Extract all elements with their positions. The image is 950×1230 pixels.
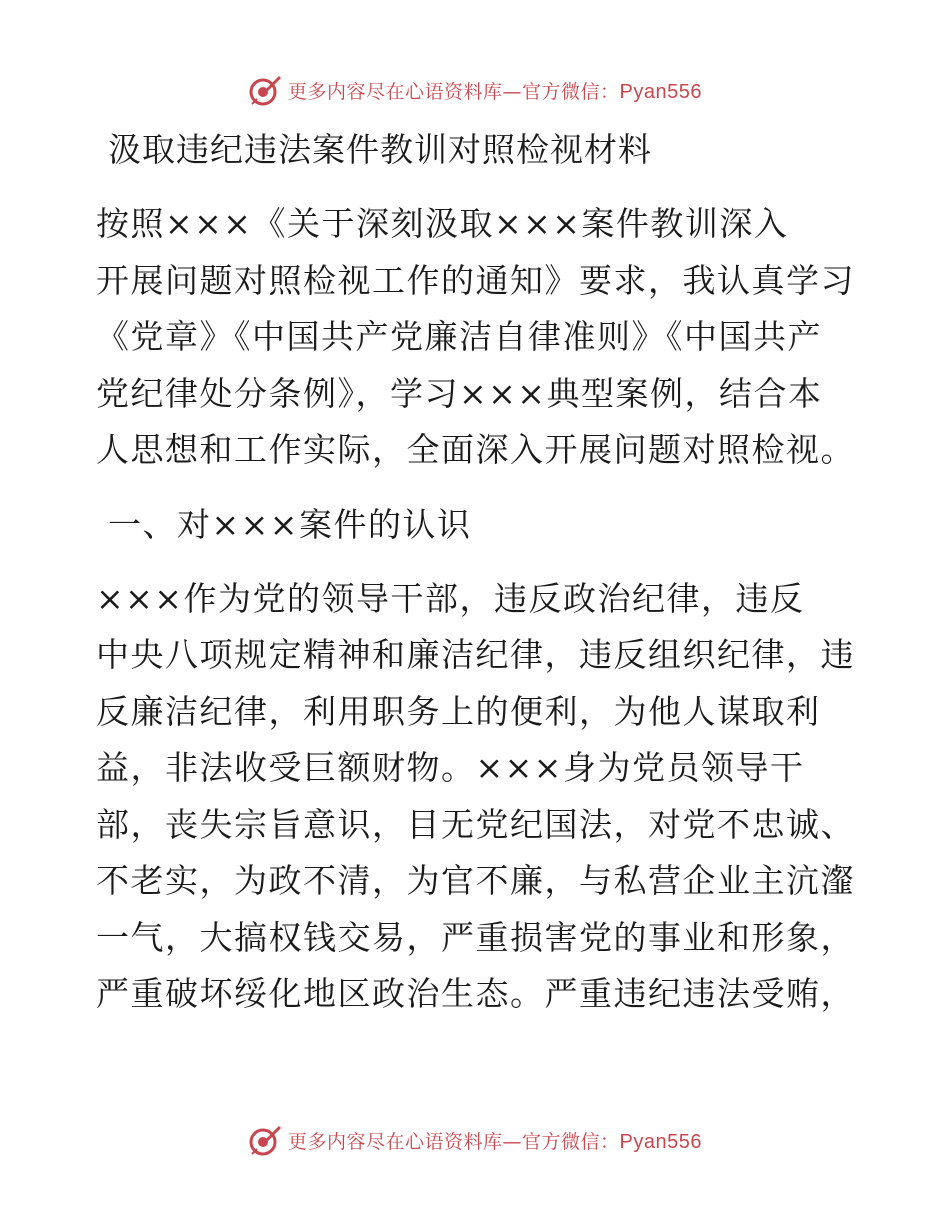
- body-line: ×××作为党的领导干部，违反政治纪律，违反: [96, 578, 805, 618]
- watermark-wechat-label: 官方微信：: [522, 1130, 620, 1153]
- watermark-site: 更多内容尽在心语资料库: [288, 1130, 503, 1153]
- intro-line: 《党章》《中国共产党廉洁自律准则》《中国共产: [96, 317, 822, 356]
- pen-logo-icon: [248, 73, 282, 107]
- document-title: 汲取违纪违法案件教训对照检视材料: [108, 130, 652, 169]
- body-paragraph: [96, 571, 856, 1023]
- intro-line: 党纪律处分条例》，学习×××典型案例，结合本: [96, 373, 823, 413]
- body-line: 反廉洁纪律，利用职务上的便利，为他人谋取利: [96, 691, 821, 731]
- intro-line: 按照×××《关于深刻汲取×××案件教训深入: [96, 204, 789, 243]
- watermark-account: Pyan556: [619, 80, 702, 103]
- body-line: 严重破坏绥化地区政治生态。严重违纪违法受贿，: [96, 974, 855, 1013]
- watermark-account: Pyan556: [619, 1130, 702, 1153]
- body-line: 不老实，为政不清，为官不廉，与私营企业主沆瀣: [96, 861, 855, 900]
- watermark-separator: —: [502, 1130, 523, 1153]
- watermark-bottom: [0, 1120, 950, 1160]
- pen-logo-icon: [248, 1123, 282, 1157]
- watermark-text: [288, 77, 702, 104]
- intro-line: 人思想和工作实际，全面深入开展问题对照检视。: [96, 430, 855, 469]
- body-line: 益，非法收受巨额财物。×××身为党员领导干: [96, 748, 805, 787]
- intro-line: 开展问题对照检视工作的通知》要求，我认真学习: [96, 260, 855, 300]
- document-body: [96, 122, 856, 1041]
- body-line: 一气，大搞权钱交易，严重损害党的事业和形象，: [96, 917, 855, 957]
- watermark-site: 更多内容尽在心语资料库: [288, 80, 503, 103]
- intro-paragraph: [96, 196, 856, 479]
- section-heading: 一、对×××案件的认识: [108, 504, 472, 544]
- watermark-separator: —: [502, 80, 523, 103]
- watermark-text: [288, 1127, 702, 1154]
- watermark-top: [0, 70, 950, 110]
- watermark-wechat-label: 官方微信：: [522, 80, 620, 103]
- body-line: 中央八项规定精神和廉洁纪律，违反组织纪律，违: [96, 635, 855, 674]
- body-line: 部，丧失宗旨意识，目无党纪国法，对党不忠诚、: [96, 804, 855, 844]
